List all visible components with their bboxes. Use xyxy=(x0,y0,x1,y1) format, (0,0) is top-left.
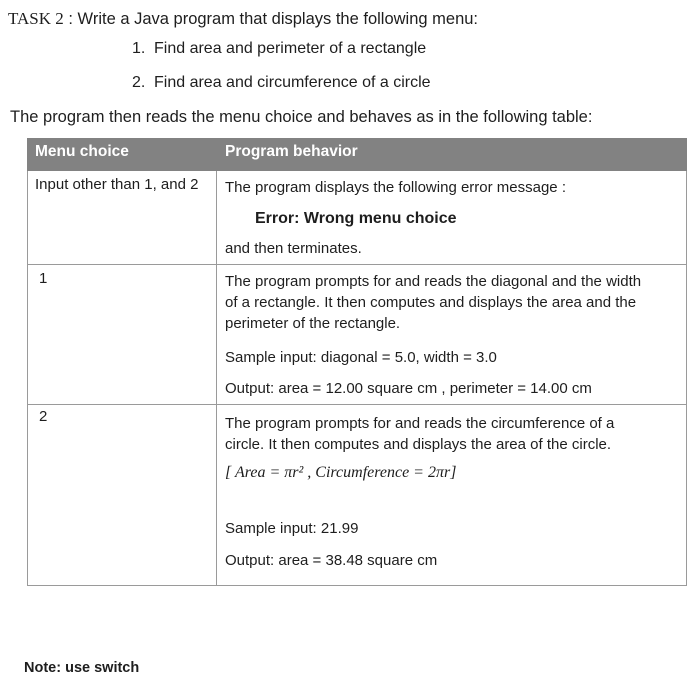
row-2-sample-input: Sample input: diagonal = 5.0, width = 3.0 xyxy=(225,349,497,366)
menu-item-text: Find area and perimeter of a rectangle xyxy=(154,40,427,57)
table-header xyxy=(27,138,687,171)
menu-item-2 xyxy=(132,74,431,92)
row-1-line-3: and then terminates. xyxy=(225,240,362,257)
row-2-line-2: of a rectangle. It then computes and displays the area and the xyxy=(225,294,637,311)
formula: [ Area = πr² , Circumference = 2πr] xyxy=(225,464,457,481)
table-border-bottom xyxy=(27,585,687,586)
row-divider-2 xyxy=(27,404,687,405)
column-divider xyxy=(216,171,217,586)
menu-item-number: 1. xyxy=(132,40,146,57)
row-1-line-1: The program displays the following error message : xyxy=(225,179,566,196)
row-1-choice: Input other than 1, and 2 xyxy=(35,176,199,193)
row-2-behavior xyxy=(225,271,641,334)
note xyxy=(24,660,139,676)
table-border-left xyxy=(27,171,28,586)
table-border-right xyxy=(686,171,687,586)
note-text: use switch xyxy=(65,660,140,676)
row-divider-1 xyxy=(27,264,687,265)
menu-item-1 xyxy=(132,40,426,58)
note-label: Note: xyxy=(24,660,62,676)
row-3-line-1: The program prompts for and reads the circumference of a xyxy=(225,415,615,432)
header-menu-choice: Menu choice xyxy=(35,143,129,160)
header-program-behavior: Program behavior xyxy=(225,143,358,160)
error-message: Error: Wrong menu choice xyxy=(255,210,457,227)
intro-text: The program then reads the menu choice and behaves as in the following table: xyxy=(10,108,593,126)
menu-item-text: Find area and circumference of a circle xyxy=(154,74,431,91)
row-2-line-1: The program prompts for and reads the diagonal and the width xyxy=(225,273,642,290)
row-1-behavior xyxy=(225,177,566,198)
row-3-sample-input: Sample input: 21.99 xyxy=(225,520,359,537)
task-description: : Write a Java program that displays the following menu: xyxy=(68,10,479,28)
row-3-line-2: circle. It then computes and displays the area of the circle. xyxy=(225,436,612,453)
row-2-line-3: perimeter of the rectangle. xyxy=(225,315,401,332)
task-title xyxy=(8,8,478,30)
behavior-table xyxy=(27,138,687,586)
row-3-choice: 2 xyxy=(39,408,48,425)
row-2-choice: 1 xyxy=(39,270,48,287)
row-3-output: Output: area = 38.48 square cm xyxy=(225,552,438,569)
row-3-behavior xyxy=(225,413,614,455)
task-label: TASK 2 xyxy=(8,9,64,28)
row-2-output: Output: area = 12.00 square cm , perimeter = 14.00 cm xyxy=(225,380,592,397)
menu-item-number: 2. xyxy=(132,74,146,91)
